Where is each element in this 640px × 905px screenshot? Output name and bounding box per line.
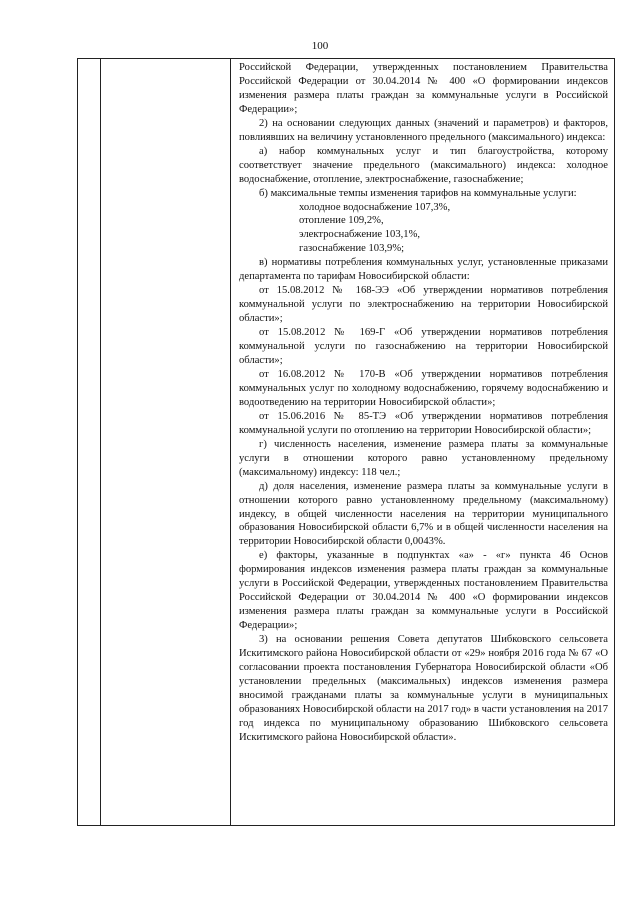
paragraph: в) нормативы потребления коммунальных услуг, установленные приказами департамента по тарифам Новосибирской области:: [239, 257, 608, 283]
table-column-divider: [230, 59, 231, 825]
text-cell: [239, 61, 608, 745]
paragraph: Российской Федерации, утвержденных постановлением Правительства Российской Федерации от 30.04.2014 № 400 «О формировании индексов изменения размера платы граждан за коммунальные услуги в Российской Федерации»;: [239, 62, 608, 115]
tariff-line: холодное водоснабжение 107,3%,: [299, 201, 451, 213]
page-number: 100: [311, 40, 329, 52]
paragraph: 2) на основании следующих данных (значений и параметров) и факторов, повлиявших на величину установленного предельного (максимального) индекса:: [239, 117, 608, 143]
document-table: [77, 58, 615, 826]
paragraph: г) численность населения, изменение размера платы за коммунальные услуги в отношении которого равно установленному предельному (максимальному) индексу: 118 чел.;: [239, 438, 608, 478]
table-column-divider: [100, 59, 101, 825]
paragraph: от 15.08.2012 № 168-ЭЭ «Об утверждении нормативов потребления коммунальной услуги по электроснабжению на территории Новосибирской области»;: [239, 285, 608, 325]
paragraph: а) набор коммунальных услуг и тип благоустройства, которому соответствует значение предельного (максимального) индекса: холодное водоснабжение, отопление, электроснабжение, газоснабжение;: [239, 145, 608, 185]
paragraph: от 15.08.2012 № 169-Г «Об утверждении нормативов потребления коммунальной услуги по газоснабжению на территории Новосибирской области»;: [239, 327, 608, 367]
paragraph: д) доля населения, изменение размера платы за коммунальные услуги в отношении которого равно установленному предельному (максимальному) индексу, в общей численности населения на территории муниципального образования Новосибирской области 6,7% и в общей численности населения на территории Новосибирской области 0,0043%.: [239, 480, 608, 548]
paragraph: от 15.06.2016 № 85-ТЭ «Об утверждении нормативов потребления коммунальной услуги по отоплению на территории Новосибирской области»;: [239, 410, 608, 436]
tariff-line: электроснабжение 103,1%,: [299, 229, 421, 241]
tariff-line: газоснабжение 103,9%;: [299, 243, 405, 255]
paragraph: 3) на основании решения Совета депутатов Шибковского сельсовета Искитимского района Новосибирской области от «29» ноября 2016 года № 67 «О согласовании проекта постановления Губернатора Новосибирской области «Об установлении предельных (максимальных) индексов изменения размера вносимой гражданами платы за коммунальные услуги в муниципальных образованиях Новосибирской области на 2017 год» в части установления на 2017 год индекса по муниципальному образованию Шибковского сельсовета Искитимского района Новосибирской области».: [239, 634, 608, 743]
tariff-line: отопление 109,2%,: [299, 215, 384, 227]
paragraph: е) факторы, указанные в подпунктах «а» - «г» пункта 46 Основ формирования индексов изменения размера платы граждан за коммунальные услуги в Российской Федерации, утвержденных постановлением Правительства Российской Федерации от 30.04.2014 № 400 «О формировании индексов изменения размера платы граждан за коммунальные услуги в Российской Федерации»;: [239, 550, 608, 632]
paragraph: от 16.08.2012 № 170-В «Об утверждении нормативов потребления коммунальных услуг по холодному водоснабжению, горячему водоснабжению и водоотведению на территории Новосибирской области»;: [239, 368, 608, 408]
paragraph: б) максимальные темпы изменения тарифов на коммунальные услуги:: [259, 187, 577, 199]
